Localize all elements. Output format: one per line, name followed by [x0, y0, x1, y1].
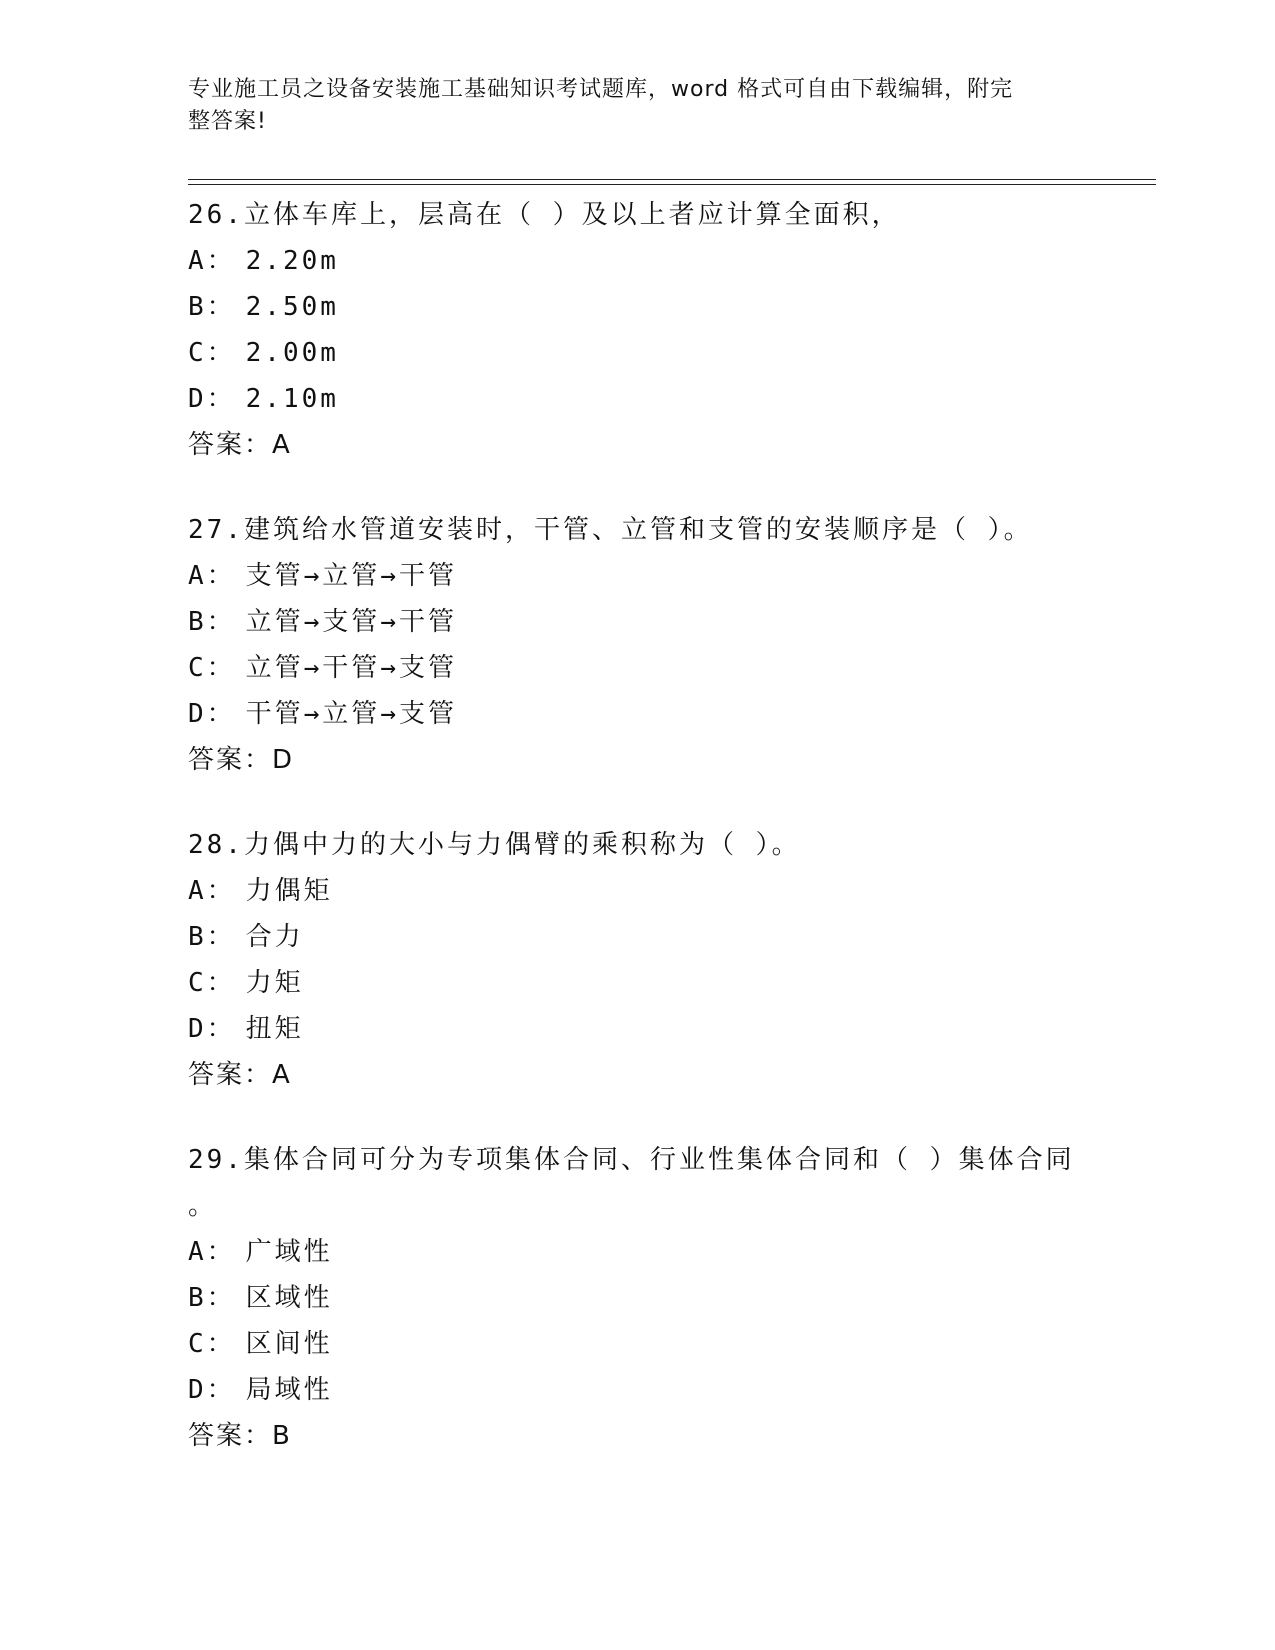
option-b — [188, 284, 1088, 330]
option-text: 立管→支管→干管 — [245, 607, 457, 637]
option-key: C： — [188, 338, 236, 368]
option-text: 区域性 — [245, 1283, 333, 1313]
question-28 — [188, 822, 1088, 1098]
option-key: D： — [188, 699, 236, 729]
header-divider-bottom — [188, 184, 1156, 185]
option-text: 广域性 — [245, 1237, 333, 1267]
option-key: A： — [188, 246, 236, 276]
option-c — [188, 645, 1088, 691]
answer: 答案：D — [188, 745, 295, 775]
question-26 — [188, 192, 1088, 468]
option-a — [188, 868, 1088, 914]
option-text: 2.00m — [245, 338, 339, 368]
option-text: 2.10m — [245, 384, 339, 414]
option-a — [188, 238, 1088, 284]
option-text: 力矩 — [245, 968, 304, 998]
answer: 答案：A — [188, 430, 292, 460]
option-b — [188, 599, 1088, 645]
option-c — [188, 330, 1088, 376]
option-a — [188, 1229, 1088, 1275]
answer: 答案：B — [188, 1421, 292, 1451]
option-a — [188, 553, 1088, 599]
option-key: D： — [188, 1014, 236, 1044]
option-key: B： — [188, 607, 236, 637]
option-c — [188, 960, 1088, 1006]
question-stem-continuation: 。 — [188, 1191, 218, 1221]
question-stem: 27.建筑给水管道安装时，干管、立管和支管的安装顺序是（ ）。 — [188, 515, 1033, 545]
option-text: 干管→立管→支管 — [245, 699, 457, 729]
question-27 — [188, 507, 1088, 783]
document-header — [188, 74, 1068, 138]
option-c — [188, 1321, 1088, 1367]
option-text: 力偶矩 — [245, 876, 333, 906]
question-stem: 28.力偶中力的大小与力偶臂的乘积称为（ ）。 — [188, 830, 801, 860]
option-key: D： — [188, 384, 236, 414]
option-key: A： — [188, 1237, 236, 1267]
option-key: D： — [188, 1375, 236, 1405]
option-d — [188, 1367, 1088, 1413]
option-text: 2.50m — [245, 292, 339, 322]
option-text: 区间性 — [245, 1329, 333, 1359]
option-key: B： — [188, 1283, 236, 1313]
option-text: 局域性 — [245, 1375, 333, 1405]
header-line-1: 专业施工员之设备安装施工基础知识考试题库，word 格式可自由下载编辑，附完 — [188, 77, 1014, 102]
option-d — [188, 1006, 1088, 1052]
option-key: C： — [188, 653, 236, 683]
header-divider-top — [188, 179, 1156, 180]
option-d — [188, 376, 1088, 422]
option-key: C： — [188, 968, 236, 998]
option-key: B： — [188, 922, 236, 952]
option-b — [188, 1275, 1088, 1321]
header-line-2: 整答案! — [188, 109, 267, 134]
question-29 — [188, 1137, 1088, 1459]
option-text: 立管→干管→支管 — [245, 653, 457, 683]
option-b — [188, 914, 1088, 960]
option-key: A： — [188, 876, 236, 906]
option-d — [188, 691, 1088, 737]
question-stem: 26.立体车库上，层高在（ ）及以上者应计算全面积， — [188, 200, 901, 230]
option-key: B： — [188, 292, 236, 322]
option-text: 2.20m — [245, 246, 339, 276]
option-key: A： — [188, 561, 236, 591]
option-key: C： — [188, 1329, 236, 1359]
option-text: 支管→立管→干管 — [245, 561, 457, 591]
option-text: 合力 — [245, 922, 304, 952]
answer: 答案：A — [188, 1060, 292, 1090]
option-text: 扭矩 — [245, 1014, 304, 1044]
question-stem: 29.集体合同可分为专项集体合同、行业性集体合同和（ ）集体合同 — [188, 1145, 1075, 1175]
